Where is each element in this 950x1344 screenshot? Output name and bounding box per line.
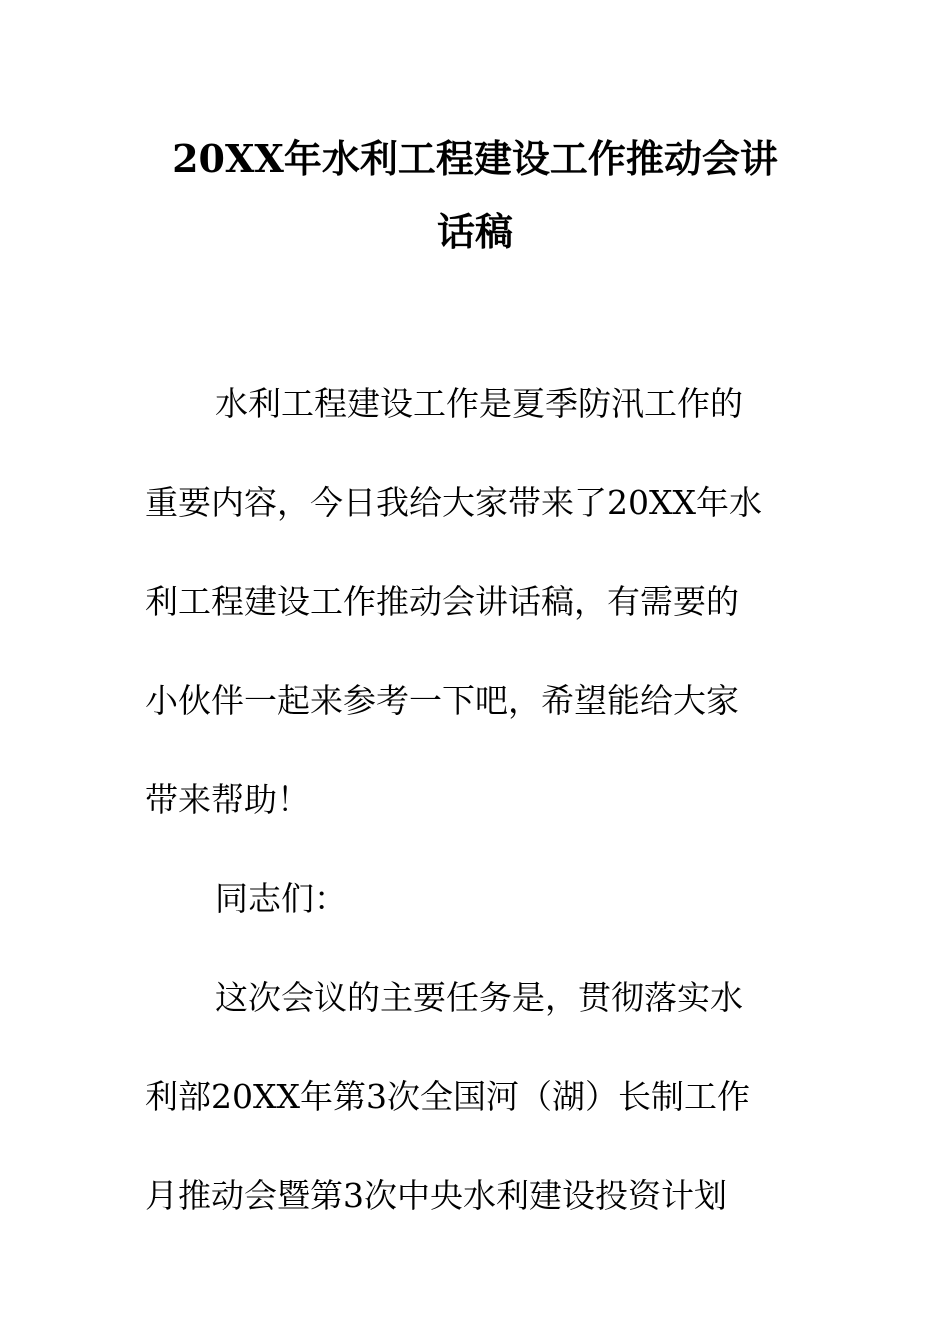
body-line: 重要内容，今日我给大家带来了20XX年水 — [145, 483, 762, 522]
body-line: 水利工程建设工作是夏季防汛工作的 — [215, 384, 743, 423]
body-line: 利工程建设工作推动会讲话稿，有需要的 — [145, 582, 739, 621]
body-line: 小伙伴一起来参考一下吧，希望能给大家 — [145, 681, 739, 720]
title-line-2: 话稿 — [436, 209, 513, 254]
title-line-1: 20XX年水利工程建设工作推动会讲 — [172, 136, 778, 181]
salutation: 同志们： — [215, 879, 347, 918]
document-body — [145, 354, 795, 1245]
body-line: 带来帮助！ — [145, 780, 310, 819]
body-line: 这次会议的主要任务是，贯彻落实水 — [215, 978, 743, 1017]
document-title — [145, 122, 805, 268]
body-line: 月推动会暨第3次中央水利建设投资计划 — [145, 1176, 727, 1215]
body-line: 利部20XX年第3次全国河（湖）长制工作 — [145, 1077, 750, 1116]
